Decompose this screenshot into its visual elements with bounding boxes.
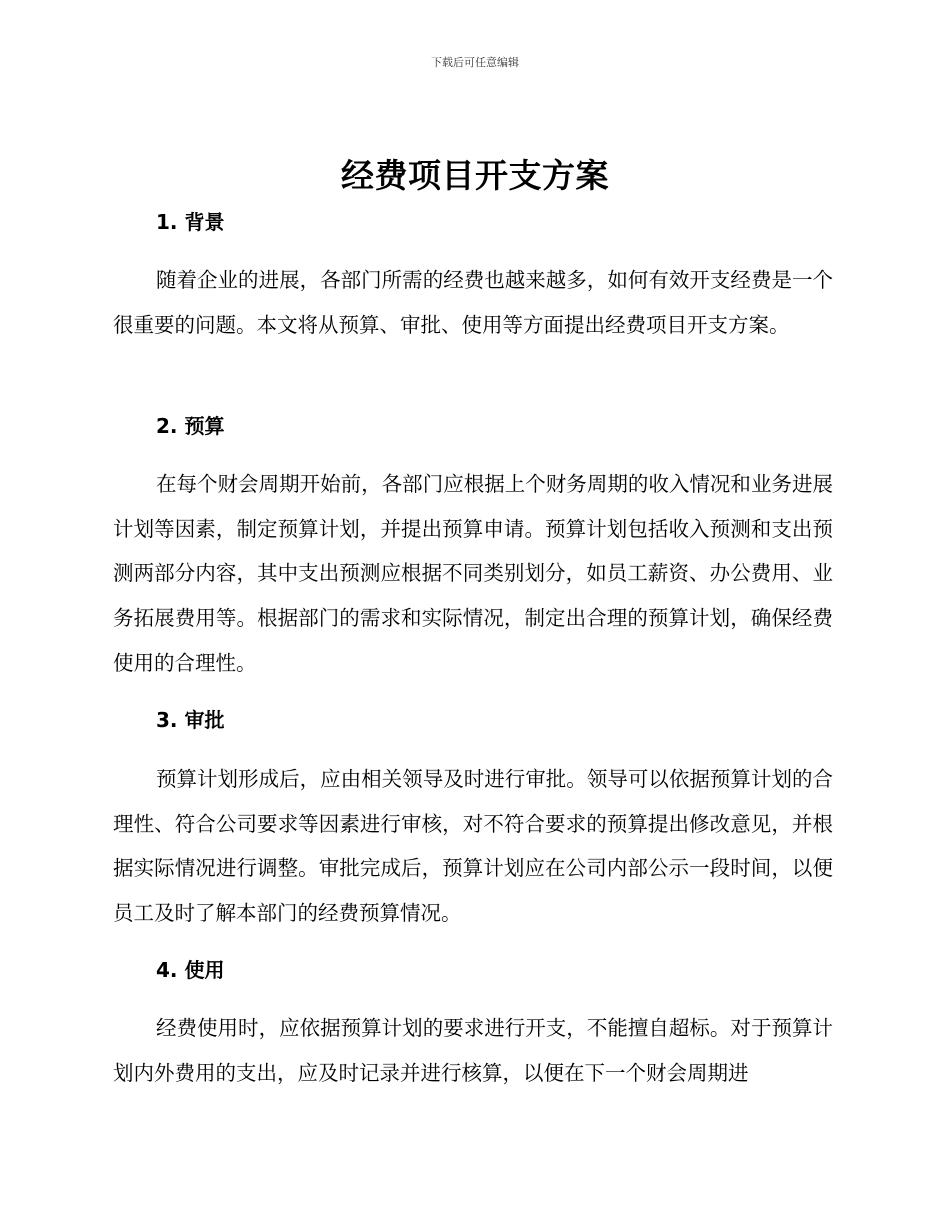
section-body-approval: 预算计划形成后，应由相关领导及时进行审批。领导可以依据预算计划的合理性、符合公司要求等因素进行审核，对不符合要求的预算提出修改意见，并根据实际情况进行调整。审批完成后，预算计划应在公司内部公示一段时间，以便员工及时了解本部门的经费预算情况。 [113, 767, 833, 926]
section-heading-approval: 3. 审批 [156, 708, 225, 732]
section-heading-usage: 4. 使用 [156, 958, 225, 982]
section-heading-background: 1. 背景 [156, 210, 225, 234]
section-body-background: 随着企业的进展，各部门所需的经费也越来越多，如何有效开支经费是一个很重要的问题。本文将从预算、审批、使用等方面提出经费项目开支方案。 [113, 268, 833, 337]
section-heading-budget: 2. 预算 [156, 414, 225, 438]
section-body-budget: 在每个财会周期开始前，各部门应根据上个财务周期的收入情况和业务进展计划等因素，制定预算计划，并提出预算申请。预算计划包括收入预测和支出预测两部分内容，其中支出预测应根据不同类别划分，如员工薪资、办公费用、业务拓展费用等。根据部门的需求和实际情况，制定出合理的预算计划，确保经费使用的合理性。 [113, 472, 833, 675]
header-note: 下载后可任意编辑 [431, 56, 519, 69]
section-body-usage: 经费使用时，应依据预算计划的要求进行开支，不能擅自超标。对于预算计划内外费用的支出，应及时记录并进行核算，以便在下一个财会周期进 [113, 1016, 833, 1085]
document-title: 经费项目开支方案 [341, 156, 609, 195]
